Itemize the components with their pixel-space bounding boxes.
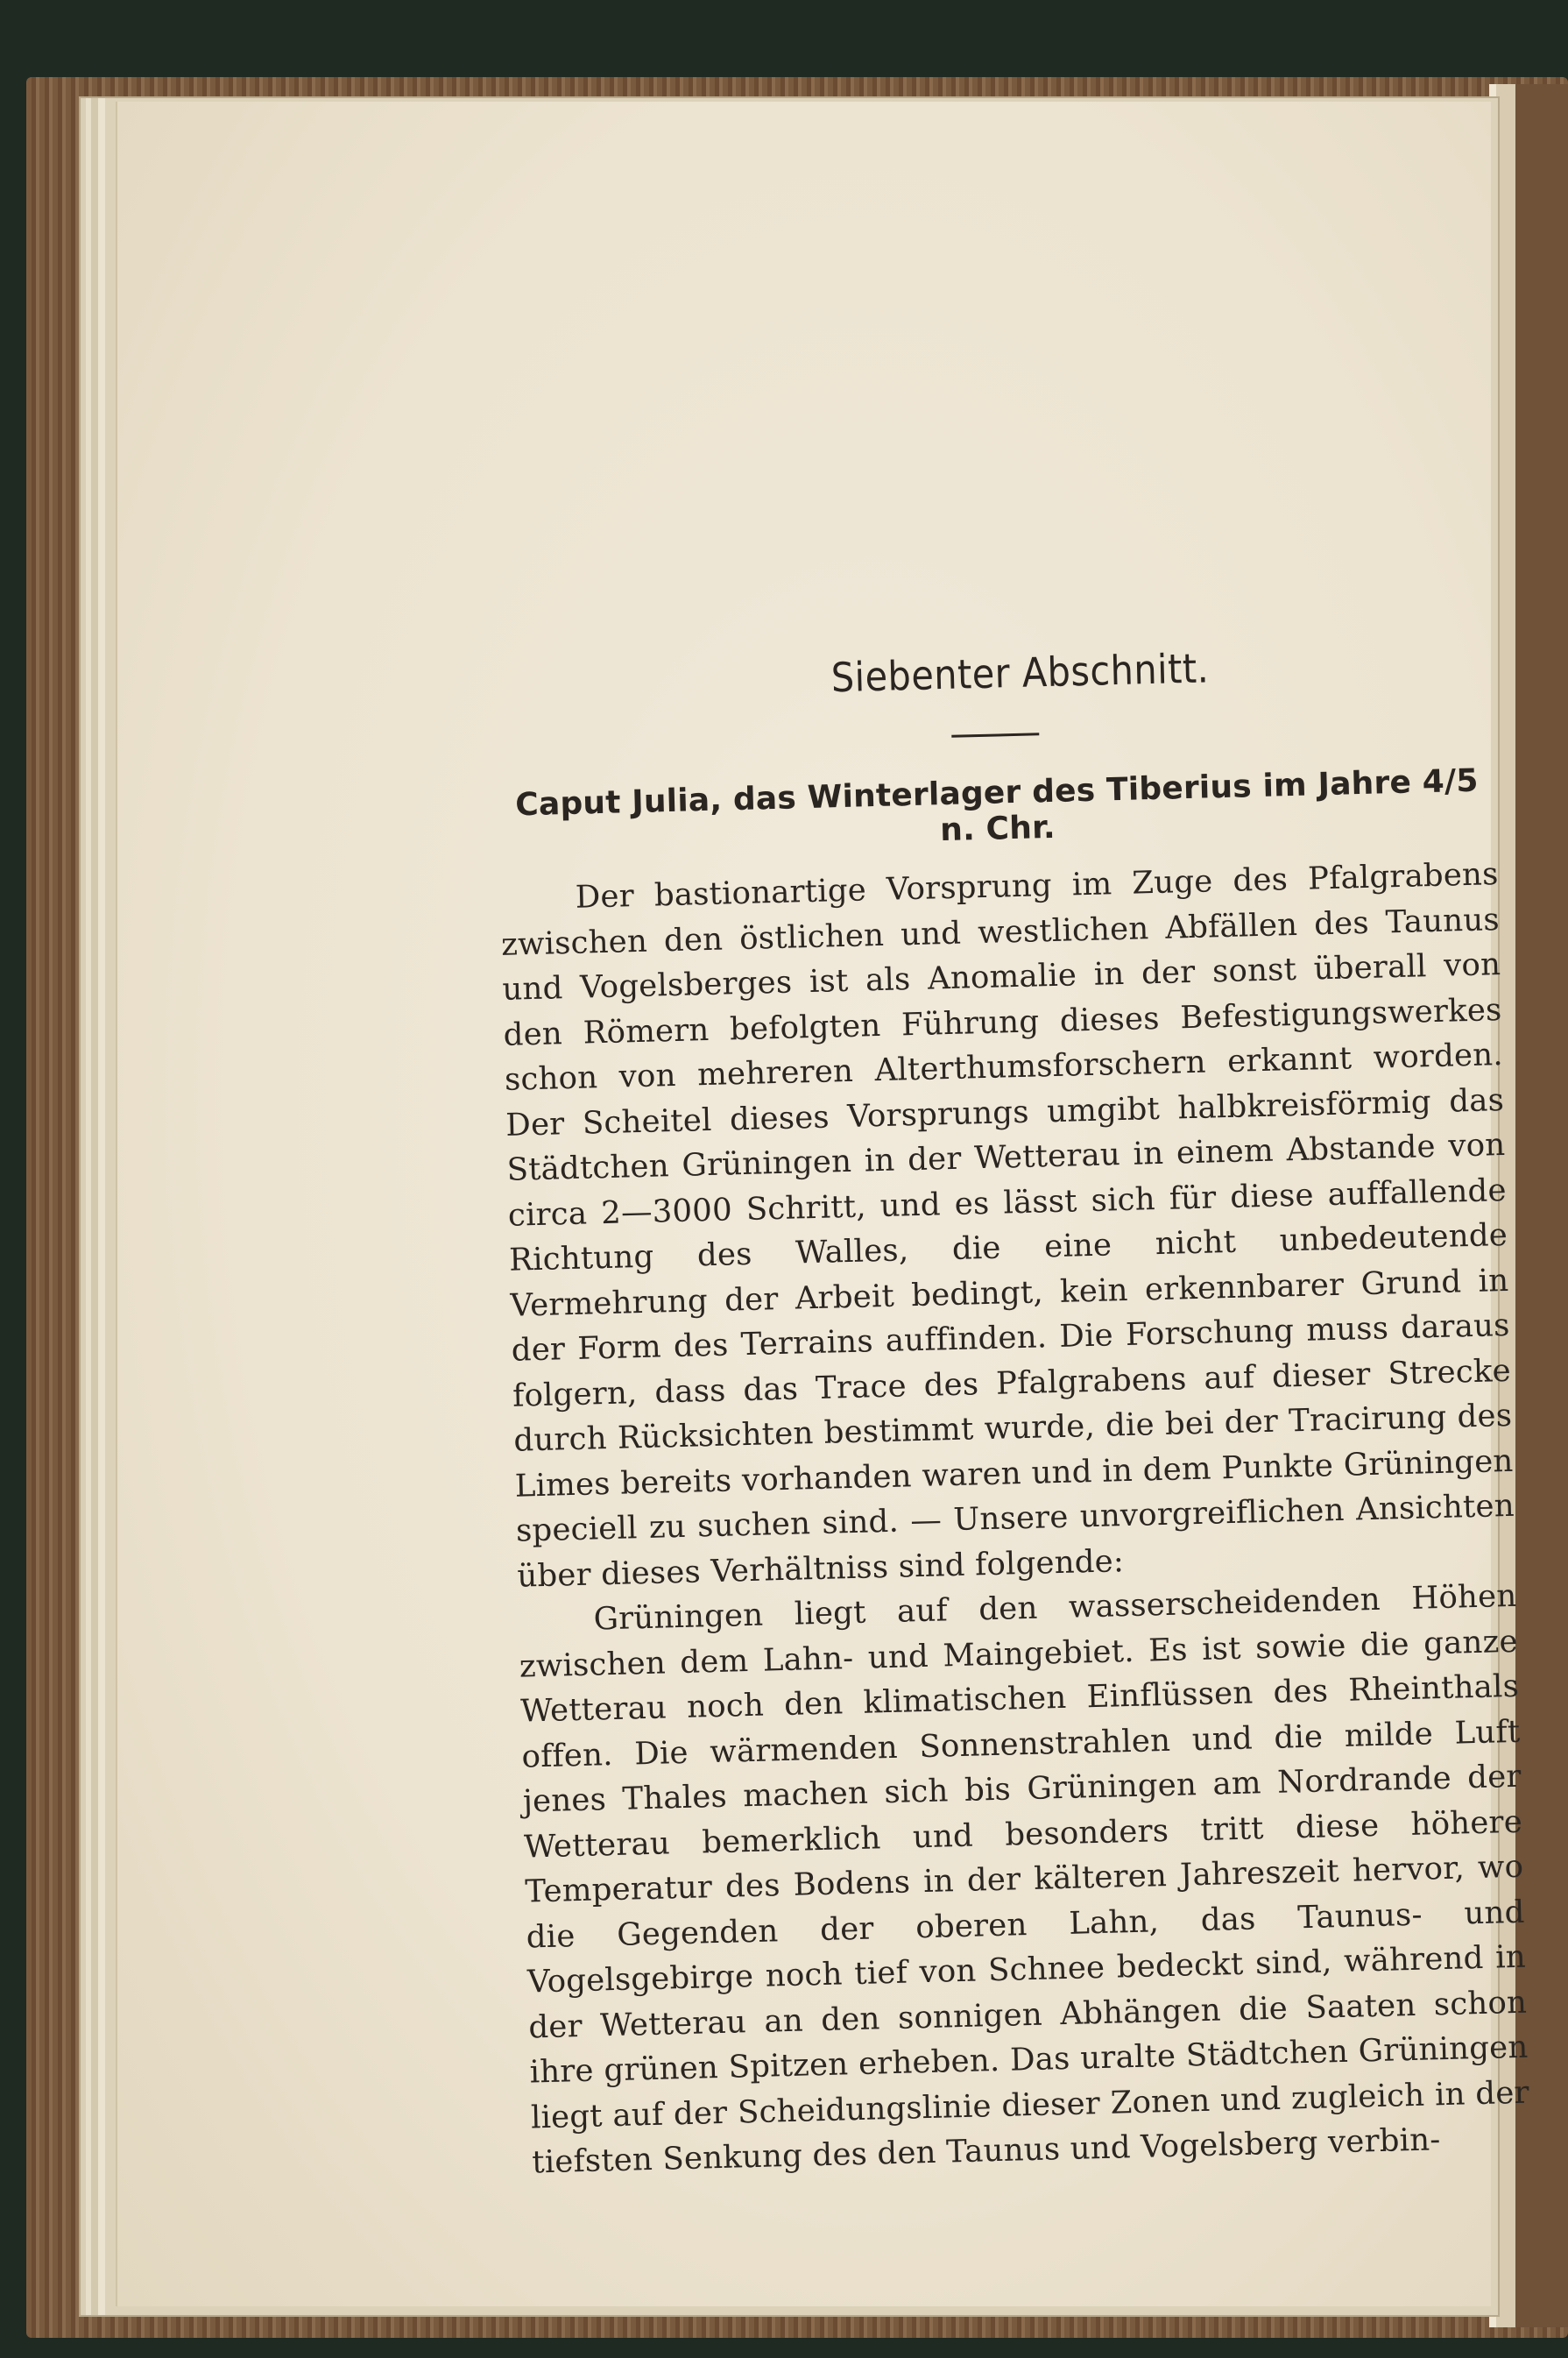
body-paragraph-1: Der bastionartige Vorsprung im Zuge des Pfalgrabens zwischen den östlichen und westlichen Abfällen des Taunus und Vogelsberges ist als Anomalie in der sonst überall von den Römern befolgten Führung dieses Befestigungswerkes schon von mehreren Alterthumsforschern erkannt worden. Der Scheitel dieses Vorsprungs umgibt halbkreisförmig das Städtchen Grüningen in der Wetterau in einem Abstande von circa 2—3000 Schritt, und es lässt sich für diese auffallende Richtung des Walles, die eine nicht unbedeutende Vermehrung der Arbeit bedingt, kein erkennbarer Grund in der Form des Terrains auffinden. Die Forschung muss daraus folgern, dass das Trace des Pfalgrabens auf dieser Strecke durch Rücksichten bestimmt wurde, die bei der Tracirung des Limes bereits vorhanden waren und in dem Punkte Grüningen speciell zu suchen sind. — Unsere unvorgreiflichen Ansichten über dieses Verhältniss sind folgende: bbox=[500, 856, 1515, 1595]
chapter-subtitle: Caput Julia, das Winterlager des Tiberius im Jahre 4/5 n. Chr. bbox=[514, 762, 1480, 849]
book-page bbox=[116, 102, 1530, 2306]
page-text-block bbox=[494, 637, 1531, 2185]
body-paragraph-2: Grüningen liegt auf den wasserscheidenden Höhen zwischen dem Lahn- und Maingebiet. Es ist sowie die ganze Wetterau noch den klimatischen Einflüssen des Rheinthals offen. Die wärmenden Sonnenstrahlen und die milde Luft jenes Thales machen sich bis Grüningen am Nordrande der Wetterau bemerklich und besonders tritt diese höhere Temperatur des Bodens in der kälteren Jahreszeit hervor, wo die Gegenden der oberen Lahn, das Taunus- und Vogelsgebirge noch tief von Schnee bedeckt sind, während in der Wetterau an den sonnigen Abhängen die Saaten schon ihre grünen Spitzen erheben. Das uralte Städtchen Grüningen liegt auf der Scheidungslinie dieser Zonen und zugleich in der tiefsten Senkung des den Taunus und Vogelsberg verbin- bbox=[519, 1577, 1530, 2181]
title-divider bbox=[951, 733, 1039, 738]
section-title: Siebenter Abschnitt. bbox=[830, 644, 1210, 702]
